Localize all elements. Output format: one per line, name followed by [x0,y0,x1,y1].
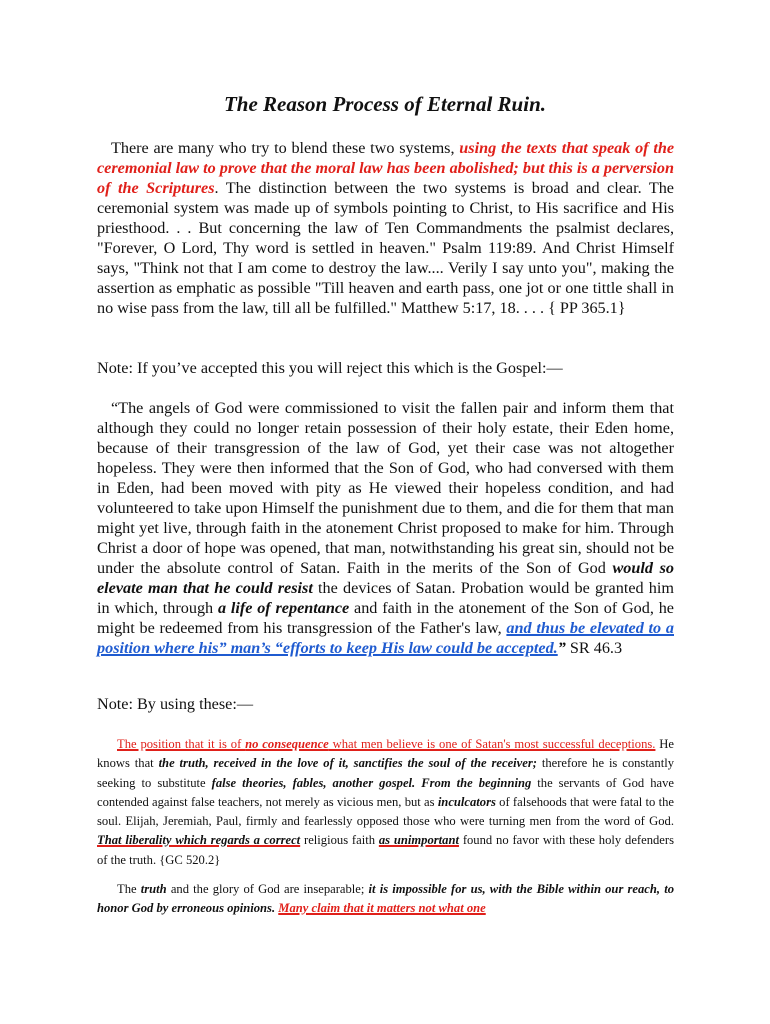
position-emphasis-inculcators: inculcators [437,794,496,809]
paragraph-position [97,735,674,870]
position-red-a: The position that it is of [117,737,246,751]
intro-text-a: There are many who try to blend these two systems, [111,139,460,157]
position-text-p: found no favor with these holy defenders of the truth. {GC 520.2} [97,833,674,867]
paragraph-gospel [97,398,674,658]
gospel-text-e: and faith in the atonement of the Son of God, he might be redeemed from his transgression of the Father's law, [97,599,674,637]
position-text-l: of falsehoods that were fatal to the soul. Elijah, Jeremiah, Paul, firmly and fearlessly opposed those who were turning men from the word of God. [97,794,674,829]
position-emphasis-beginning: From the beginning [421,775,532,790]
position-emphasis-false: false theories, fables, another gospel. [211,775,416,790]
gospel-reference: SR 46.3 [565,639,623,657]
gospel-highlight-blue: and thus be elevated to a position where his” man’s “efforts to keep His law could be accepted. [97,619,674,657]
truth-emphasis-impossible: it is impossible for us, with the Bible within our reach, to honor God by erroneous opinions. [97,882,674,916]
truth-highlight-red: Many claim that it matters not what one [278,901,486,916]
position-red-b: no consequence [245,737,329,751]
intro-text-c: . The distinction between the two systems is broad and clear. The ceremonial system was made up of symbols pointing to Christ, to His sacrifice and His priesthood. . . But concerning the law of Ten Commandments the psalmist declares, "Forever, O Lord, Thy word is settled in heaven." Psalm 119:89. And Christ Himself says, "Think not that I am come to destroy the law.... Verily I say unto you", making the assertion as emphatic as possible "Till heaven and earth pass, one jot or one tittle shall in no wise pass from the law, till all be fulfilled." Matthew 5:17, 18. . . . { PP 365.1} [97,179,674,317]
truth-text-a: The [117,882,141,896]
gospel-emphasis-repentance: a life of repentance [217,599,350,617]
position-emphasis-liberality: That liberality which regards a correct [97,833,301,848]
intro-emphasis-red: using the texts that speak of the ceremonial law to prove that the moral law has been abolished; but this is a perversion of the Scriptures [97,139,675,197]
gospel-text-c: the devices of Satan. Probation would be granted him in which, through [97,579,674,617]
note-1: Note: If you’ve accepted this you will reject this which is the Gospel:— [97,359,563,377]
gospel-emphasis-resist: would so elevate man that he could resist [97,559,674,597]
truth-text-c: and the glory of God are inseparable; [166,882,369,896]
gospel-text-a: “The angels of God were commissioned to visit the fallen pair and inform them that although they could no longer retain possession of their holy estate, their Eden home, because of their transgression of the law of God, yet their case was not altogether hopeless. They were then informed that the Son of God, who had conversed with them in Eden, had been moved with pity as He viewed their hopeless condition, and had volunteered to take upon Himself the punishment due to them, and die for them that man might yet live, through faith in the atonement Christ proposed to make for him. Through Christ a door of hope was opened, that man, notwithstanding his great sin, should not be under the absolute control of Satan. Faith in the merits of the Son of God [97,399,674,577]
position-emphasis-unimportant: as unimportant [378,833,459,848]
paragraph-intro [97,138,674,318]
position-text-n: religious faith [300,833,379,848]
position-red-c: what men believe is one of Satan's most successful deceptions. [328,737,656,751]
position-text-f: therefore he is constantly seeking to substitute [97,756,674,790]
page-title: The Reason Process of Eternal Ruin. [223,92,547,116]
paragraph-truth [97,880,674,919]
position-text-d: He knows that [97,737,674,771]
truth-emphasis-truth: truth [140,882,167,896]
gospel-closing-quote: ” [557,639,566,657]
note-2: Note: By using these:— [97,695,254,713]
position-text-j: the servants of God have contended against false teachers, not merely as vicious men, but as [97,775,674,809]
position-emphasis-truth: the truth, received in the love of it, sanctifies the soul of the receiver; [158,756,537,771]
